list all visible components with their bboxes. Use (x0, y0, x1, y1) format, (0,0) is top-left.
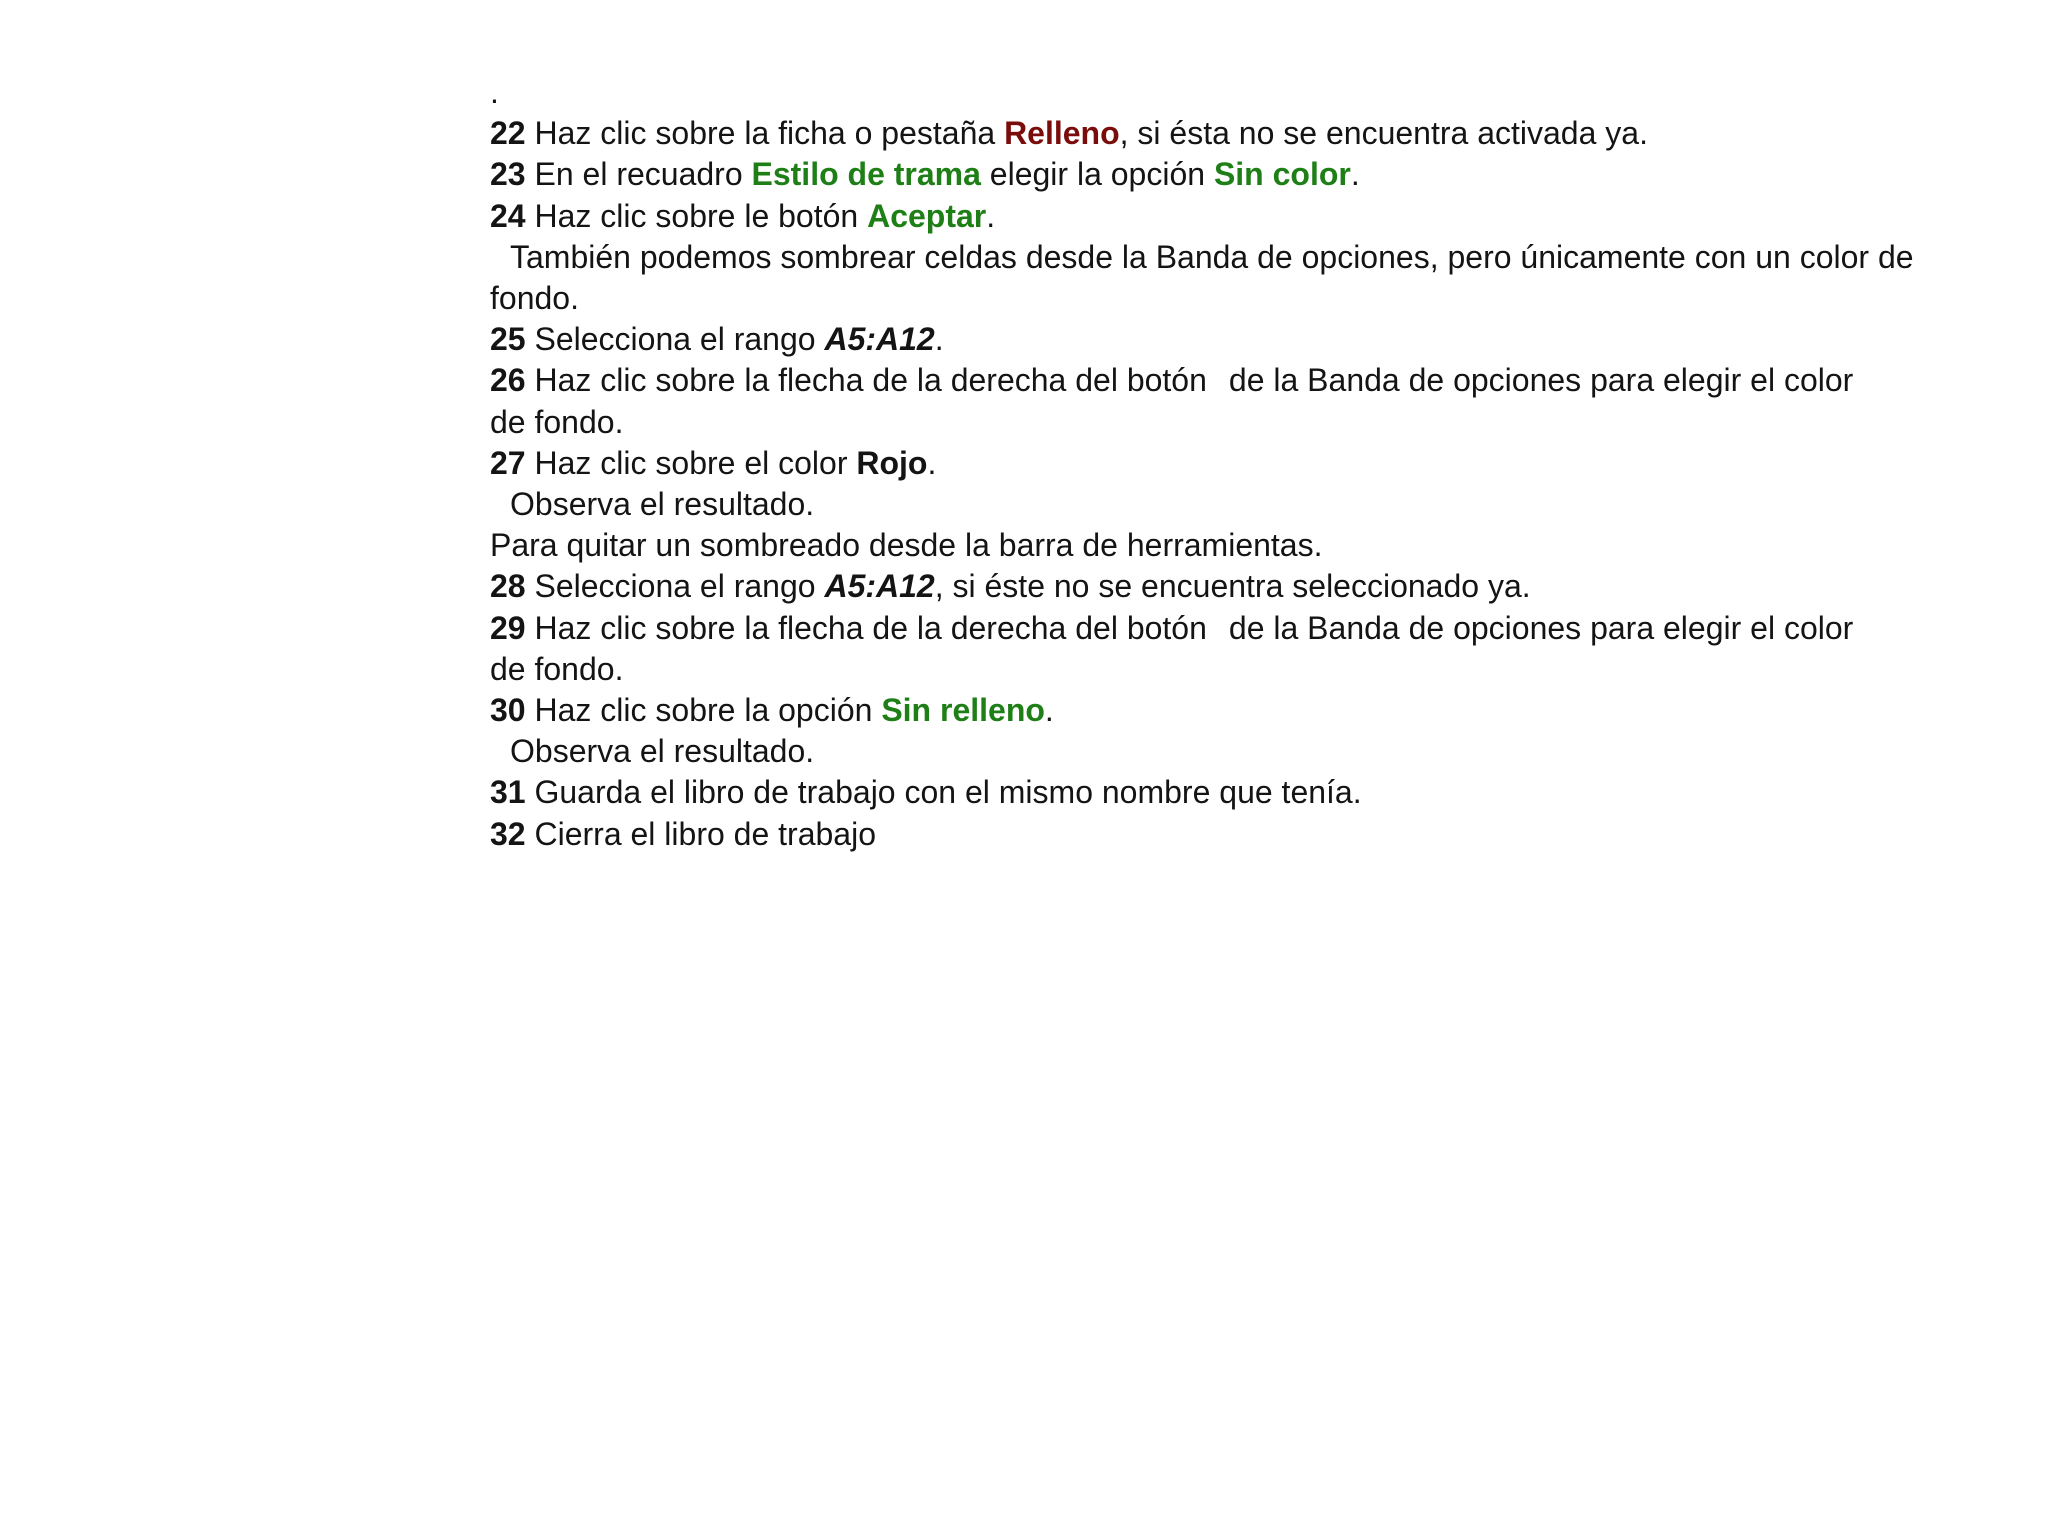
leading-dot: . (490, 74, 499, 110)
step-number: 32 (490, 815, 526, 852)
note-text: También podemos sombrear celdas desde la Banda de opciones, pero únicamente con un color de fondo. (490, 238, 1914, 317)
step-text: Cierra el libro de trabajo (525, 815, 876, 852)
step-number: 31 (490, 774, 526, 811)
step-number: 25 (490, 321, 526, 358)
note-quitar-sombreado: Para quitar un sombreado desde la barra de herramientas. (490, 527, 1323, 564)
step-text: Haz clic sobre la opción (525, 692, 882, 729)
note-observa-1: Observa el resultado. (510, 486, 815, 523)
step-text: , si ésta no se encuentra activada ya. (1119, 115, 1648, 152)
highlight-range: A5:A12 (824, 568, 935, 605)
highlight-sin-relleno: Sin relleno (881, 692, 1045, 729)
highlight-range: A5:A12 (824, 321, 935, 358)
instructions-document (490, 72, 1990, 855)
step-text: Selecciona el rango (525, 568, 825, 605)
step-32 (490, 814, 1990, 855)
step-23 (490, 154, 1990, 195)
step-text: Selecciona el rango (525, 321, 825, 358)
step-text: Haz clic sobre la flecha de la derecha del botón (525, 362, 1207, 399)
highlight-sin-color: Sin color (1213, 156, 1351, 193)
note-banda-de-opciones (490, 237, 1990, 319)
step-text: . (1044, 692, 1054, 729)
step-text: . (934, 321, 944, 358)
step-text: En el recuadro (525, 156, 752, 193)
step-25 (490, 319, 1990, 360)
step-29 (490, 608, 1990, 649)
highlight-relleno: Relleno (1004, 115, 1120, 152)
step-29-continued: de fondo. (490, 650, 624, 687)
step-number: 29 (490, 609, 526, 646)
step-24 (490, 196, 1990, 237)
step-text: de la Banda de opciones para elegir el color (1228, 609, 1854, 646)
step-number: 30 (490, 692, 526, 729)
step-22 (490, 113, 1990, 154)
step-26 (490, 360, 1990, 401)
step-text: . (927, 444, 937, 481)
step-text: Haz clic sobre la ficha o pestaña (525, 115, 1005, 152)
step-text: Haz clic sobre le botón (525, 197, 868, 234)
note-observa-2: Observa el resultado. (510, 733, 815, 770)
step-number: 24 (490, 197, 526, 234)
step-text: Haz clic sobre la flecha de la derecha del botón (525, 609, 1207, 646)
step-number: 27 (490, 444, 526, 481)
step-text: . (986, 197, 996, 234)
step-27 (490, 443, 1990, 484)
step-number: 26 (490, 362, 526, 399)
step-30 (490, 690, 1990, 731)
highlight-aceptar: Aceptar (867, 197, 987, 234)
step-text: Haz clic sobre el color (525, 444, 857, 481)
step-26-continued: de fondo. (490, 403, 624, 440)
step-text: elegir la opción (980, 156, 1214, 193)
highlight-rojo: Rojo (856, 444, 928, 481)
step-28 (490, 566, 1990, 607)
step-number: 28 (490, 568, 526, 605)
step-number: 23 (490, 156, 526, 193)
step-number: 22 (490, 115, 526, 152)
step-text: de la Banda de opciones para elegir el color (1228, 362, 1854, 399)
step-31 (490, 772, 1990, 813)
step-text: , si éste no se encuentra seleccionado ya. (934, 568, 1531, 605)
highlight-estilo-de-trama: Estilo de trama (751, 156, 981, 193)
step-text: . (1350, 156, 1360, 193)
step-text: Guarda el libro de trabajo con el mismo nombre que tenía. (525, 774, 1362, 811)
